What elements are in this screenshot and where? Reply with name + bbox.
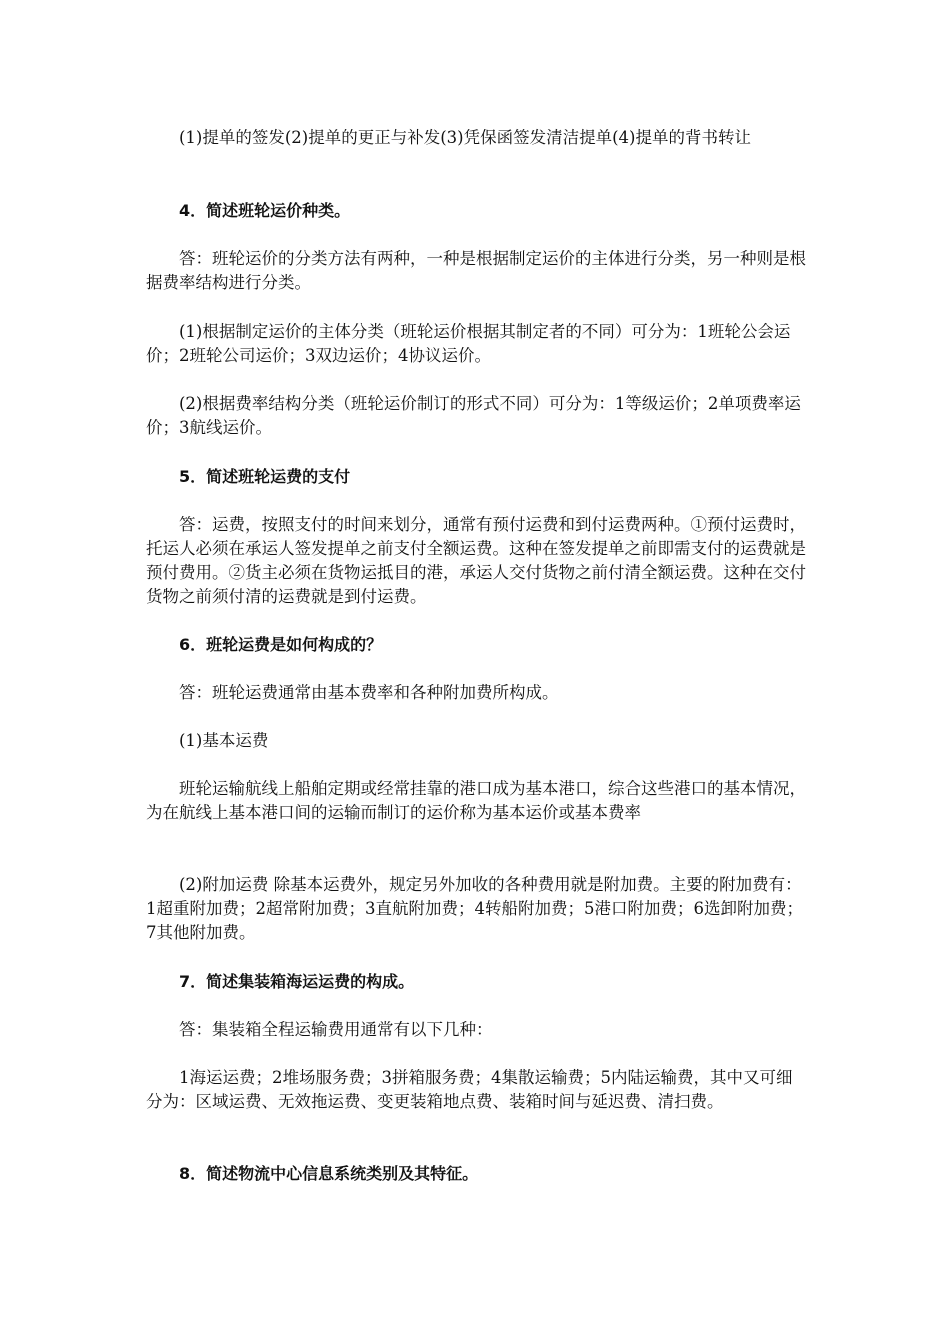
- paragraph-answer-q7: 答：集装箱全程运输费用通常有以下几种：: [179, 1020, 493, 1039]
- paragraph-basic-freight: 班轮运输航线上船舶定期或经常挂靠的港口成为基本港口，综合这些港口的基本情况，为在航线上基本港口间的运输而制订的运价称为基本运价或基本费率: [146, 779, 806, 822]
- heading-q5: 5．简述班轮运费的支付: [179, 467, 351, 486]
- paragraph-answer-q6: 答：班轮运费通常由基本费率和各种附加费所构成。: [179, 683, 559, 702]
- paragraph-q4-item-2: (2)根据费率结构分类（班轮运价制订的形式不同）可分为：1等级运价；2单项费率运价；3航线运价。: [146, 394, 801, 437]
- paragraph-surcharge: (2)附加运费 除基本运费外，规定另外加收的各种费用就是附加费。主要的附加费有：1超重附加费；2超常附加费；3直航附加费；4转船附加费；5港口附加费；6选卸附加费；7其他附加费。: [146, 875, 803, 942]
- paragraph-bill-of-lading: (1)提单的签发(2)提单的更正与补发(3)凭保函签发清洁提单(4)提单的背书转让: [179, 128, 751, 147]
- paragraph-q4-item-1: (1)根据制定运价的主体分类（班轮运价根据其制定者的不同）可分为：1班轮公会运价；2班轮公司运价；3双边运价；4协议运价。: [146, 322, 791, 365]
- paragraph-answer-q5: 答：运费，按照支付的时间来划分，通常有预付运费和到付运费两种。①预付运费时，托运人必须在承运人签发提单之前支付全额运费。这种在签发提单之前即需支付的运费就是预付费用。②货主必须在货物运抵目的港，承运人交付货物之前付清全额运费。这种在交付货物之前须付清的运费就是到付运费。: [146, 515, 806, 606]
- heading-q7: 7．简述集装箱海运运费的构成。: [179, 972, 415, 991]
- paragraph-answer-q4: 答：班轮运价的分类方法有两种，一种是根据制定运价的主体进行分类，另一种则是根据费率结构进行分类。: [146, 249, 806, 292]
- paragraph-q7-items: 1海运运费；2堆场服务费；3拼箱服务费；4集散运输费；5内陆运输费，其中又可细分为：区域运费、无效拖运费、变更装箱地点费、装箱时间与延迟费、清扫费。: [146, 1068, 793, 1111]
- heading-q6: 6．班轮运费是如何构成的？: [179, 635, 383, 654]
- heading-q8: 8．简述物流中心信息系统类别及其特征。: [179, 1164, 479, 1183]
- paragraph-basic-freight-title: (1)基本运费: [179, 731, 269, 750]
- heading-q4: 4．简述班轮运价种类。: [179, 201, 351, 220]
